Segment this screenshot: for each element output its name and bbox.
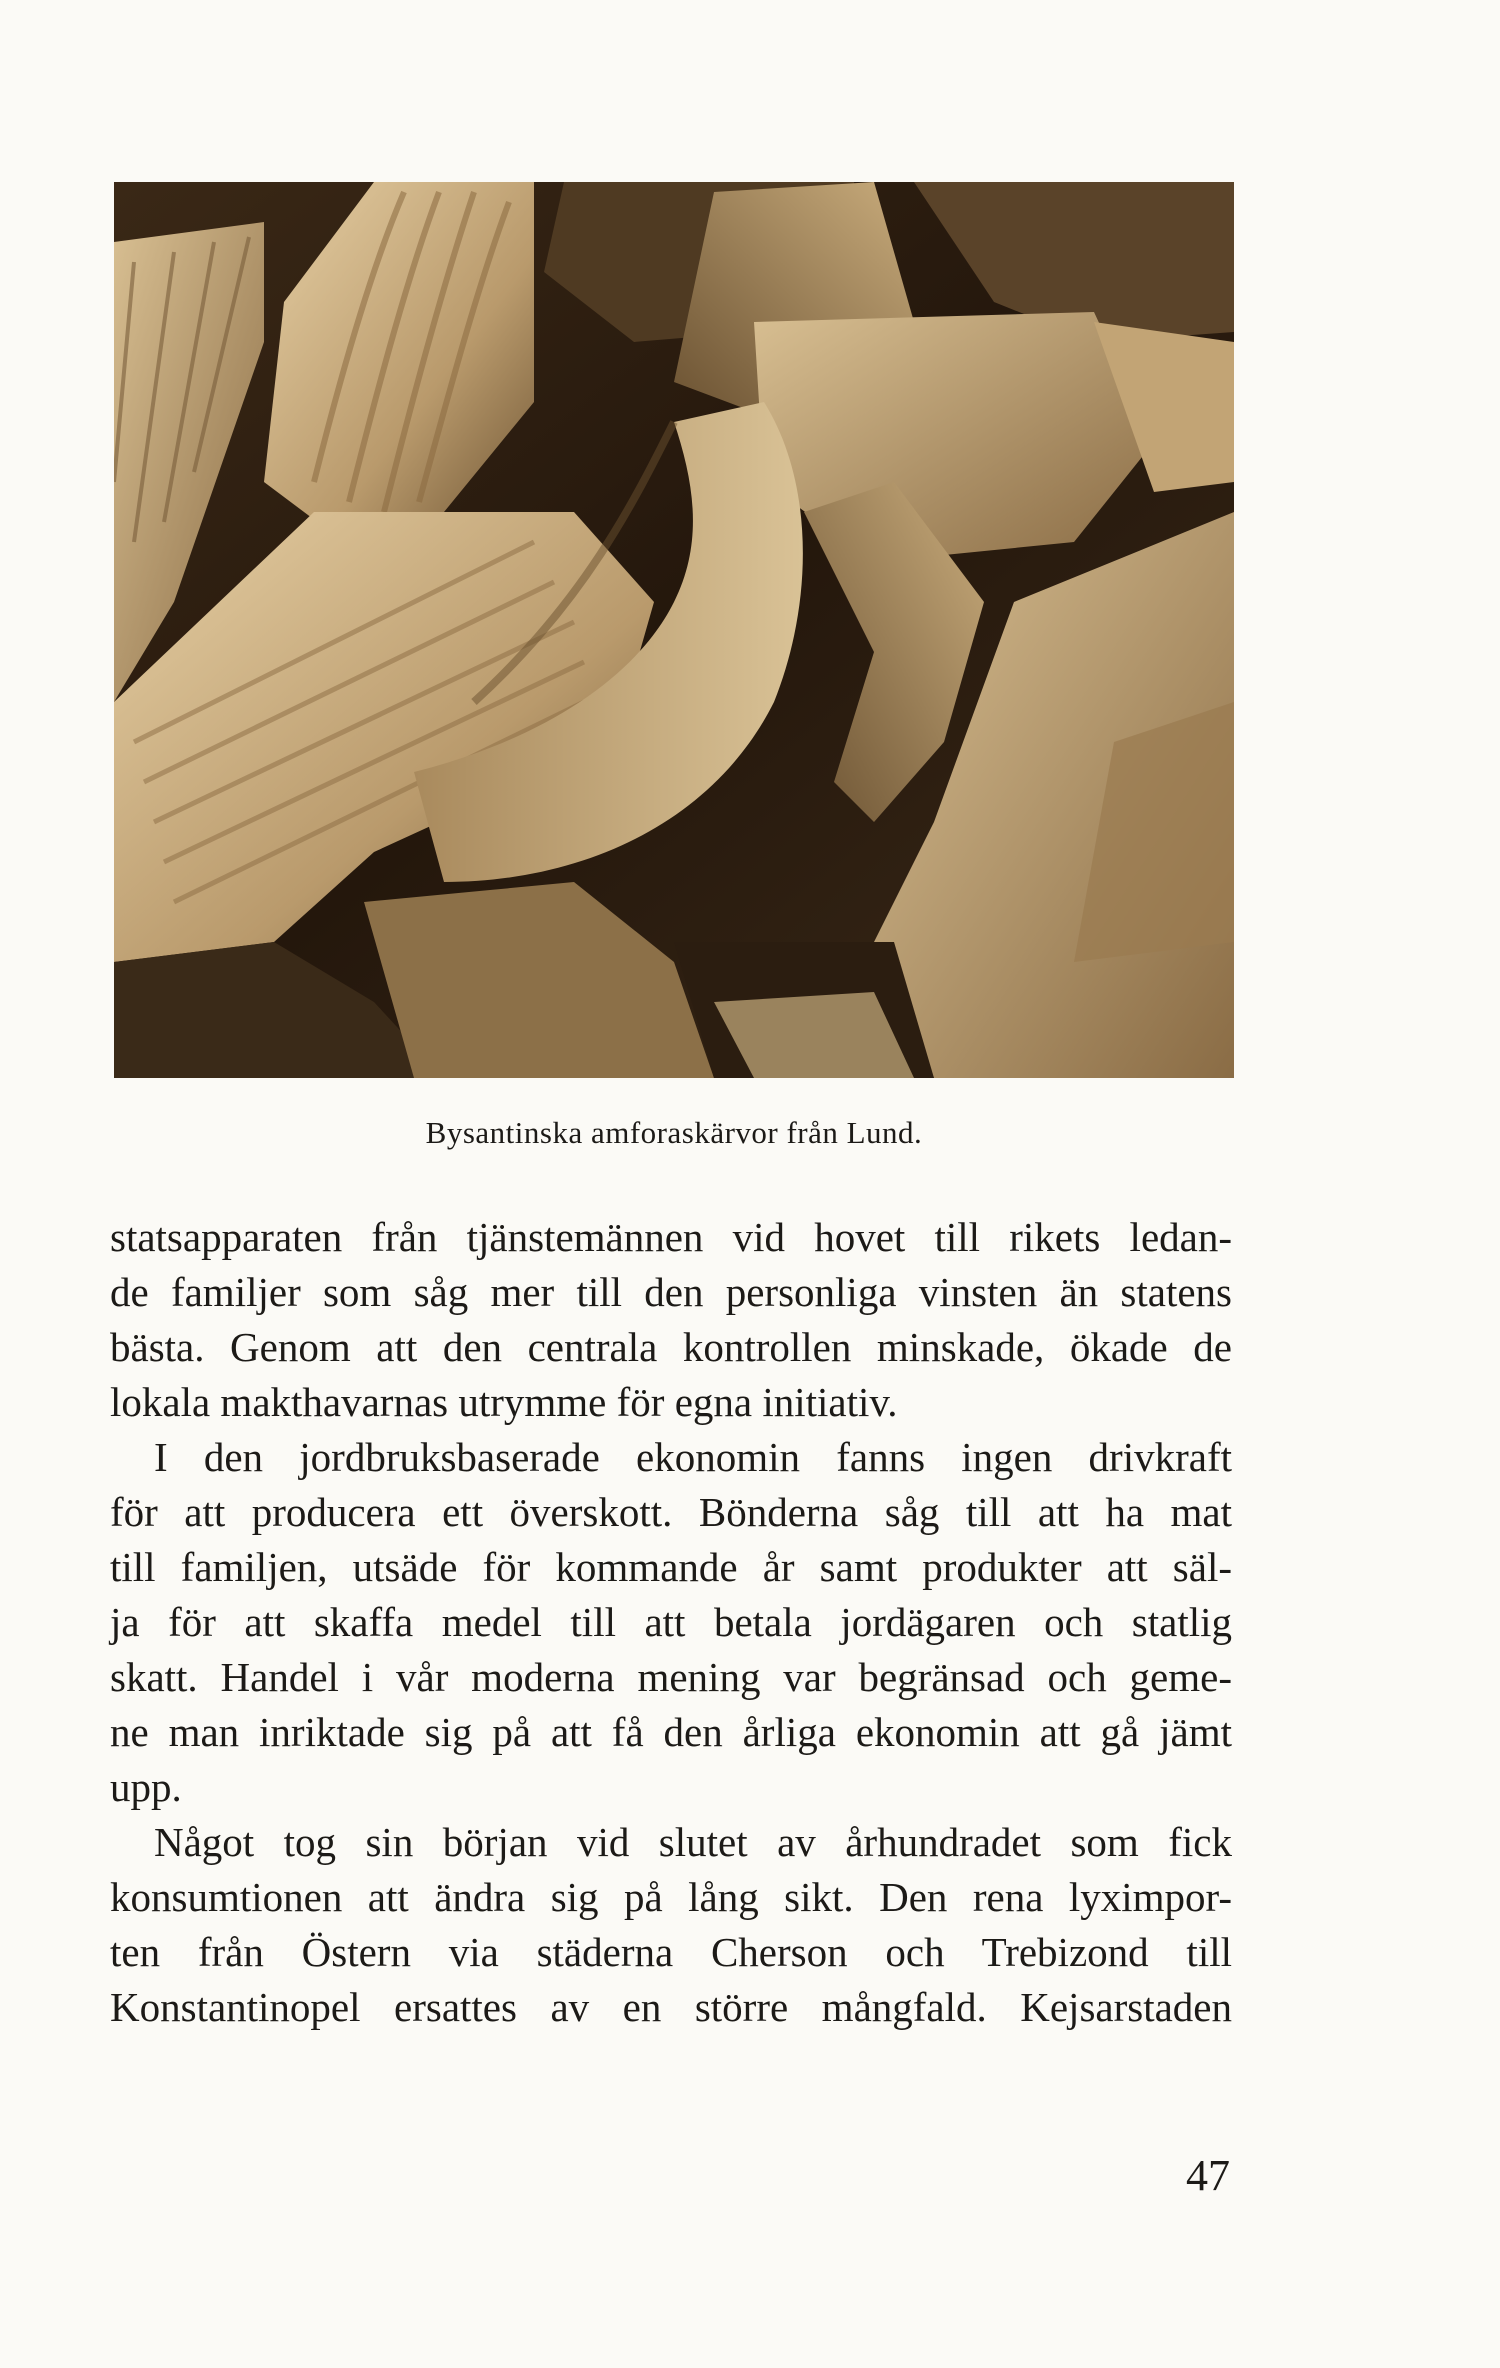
text-line: Konstantinopel ersattes av en större mångfald. Kejsarstaden (110, 1984, 1232, 2030)
paragraph-2 (110, 1430, 1232, 1815)
paragraph-1 (110, 1210, 1232, 1430)
paragraph-3 (110, 1815, 1232, 2035)
body-text (110, 1210, 1232, 2035)
text-line: ne man inriktade sig på att få den årliga ekonomin att gå jämt (110, 1709, 1232, 1755)
amphora-shards-photo (114, 182, 1234, 1078)
text-line: I den jordbruksbaserade ekonomin fanns ingen drivkraft (154, 1434, 1232, 1480)
text-line: de familjer som såg mer till den personliga vinsten än statens (110, 1269, 1232, 1315)
amphora-shards-illustration (114, 182, 1234, 1078)
text-line: ten från Östern via städerna Cherson och Trebizond till (110, 1929, 1232, 1975)
text-line: för att producera ett överskott. Bönderna såg till att ha mat (110, 1489, 1232, 1535)
text-line: ja för att skaffa medel till att betala jordägaren och statlig (110, 1599, 1232, 1645)
text-line: upp. (110, 1764, 182, 1810)
text-line: statsapparaten från tjänstemännen vid hovet till rikets ledan- (110, 1214, 1232, 1260)
figure-caption: Bysantinska amforaskärvor från Lund. (425, 1115, 923, 1150)
text-line: skatt. Handel i vår moderna mening var begränsad och geme- (110, 1654, 1232, 1700)
text-line: till familjen, utsäde för kommande år samt produkter att säl- (110, 1544, 1232, 1590)
text-line: lokala makthavarnas utrymme för egna initiativ. (110, 1379, 898, 1425)
page-number: 47 (1186, 2151, 1230, 2200)
text-line: konsumtionen att ändra sig på lång sikt. Den rena lyximpor- (110, 1874, 1232, 1920)
text-line: bästa. Genom att den centrala kontrollen minskade, ökade de (110, 1324, 1232, 1370)
text-line: Något tog sin början vid slutet av århundradet som fick (154, 1819, 1232, 1865)
